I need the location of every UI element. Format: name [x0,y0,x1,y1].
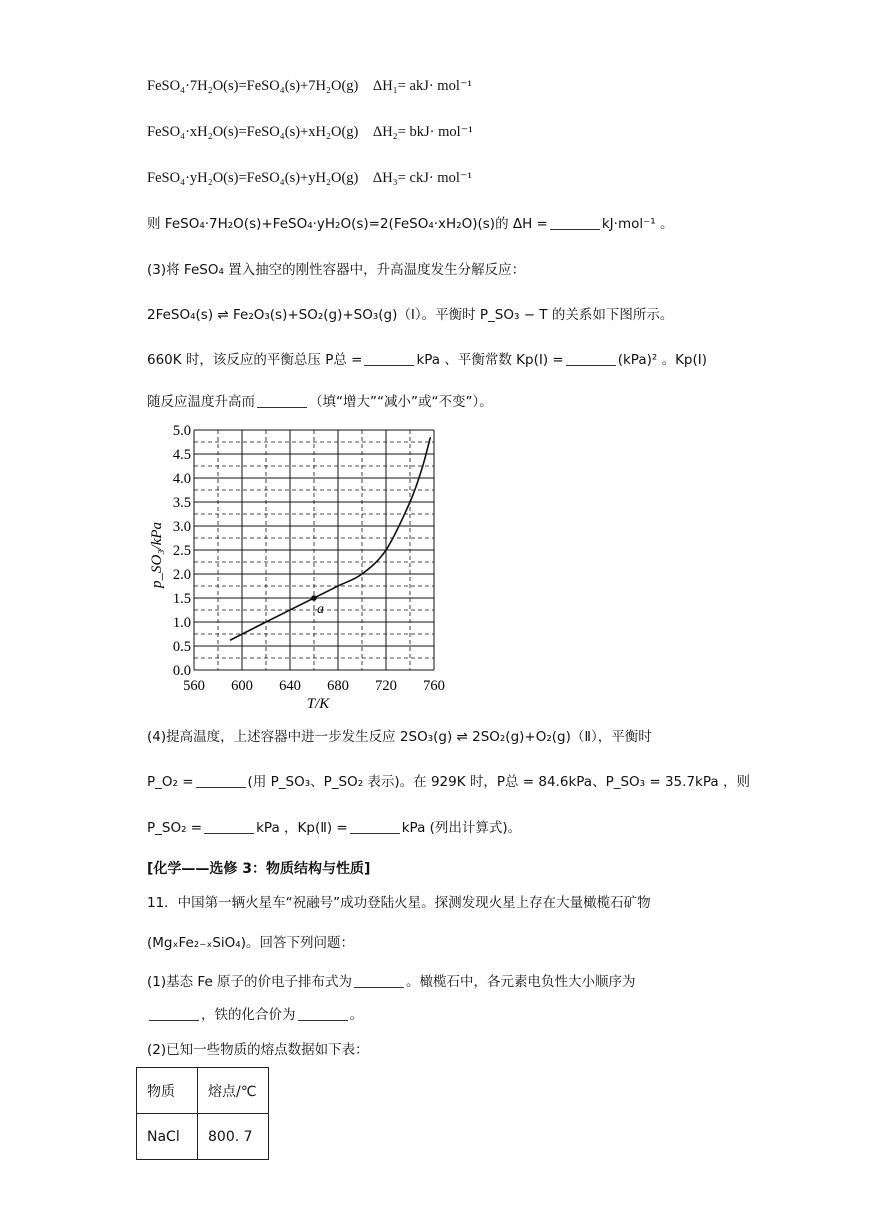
q4-line2a: P_O₂ = [147,774,194,790]
q3-line3a: 660K 时，该反应的平衡总压 P总 = [147,352,363,368]
y-tick-label: 3.5 [172,495,191,511]
pso3-temperature-chart [146,418,456,718]
x-tick-label: 560 [183,678,205,694]
q3-reaction: 2FeSO₄(s) ⇌ Fe₂O₃(s)+SO₂(g)+SO₃(g)（Ⅰ）。平衡时 P_SO₃ − T 的关系如下图所示。 [147,307,674,323]
equation-2-text: FeSO₄·xH₂O(s)=FeSO₄(s)+xH₂O(g) [147,124,359,140]
table-row [137,1114,269,1160]
x-tick-label: 600 [231,678,253,694]
q3-line3b: kPa 、平衡常数 Kp(Ⅰ) = [416,352,564,368]
q4-line3 [147,818,521,838]
x-tick-label: 720 [375,678,397,694]
table-header-substance: 物质 [137,1068,198,1114]
equation-1 [147,76,472,96]
y-tick-label: 0.5 [172,639,191,655]
q3-line3 [147,350,707,370]
q3-line4a: 随反应温度升高而 [147,394,255,410]
table-header-melting-point: 熔点/℃ [198,1068,269,1114]
equation-1-enthalpy: ΔH₁= akJ· mol⁻¹ [372,78,472,94]
y-tick-label: 1.5 [172,591,191,607]
q4-line3b: kPa ，Kp(Ⅱ) = [256,820,348,836]
section-heading: [化学——选修 3：物质结构与性质] [147,861,371,877]
equation-2 [147,122,473,142]
answer-blank [204,820,254,834]
question-delta-h-unit: kJ·mol⁻¹ 。 [601,216,674,232]
q3-intro: (3)将 FeSO₄ 置入抽空的刚性容器中，升高温度发生分解反应： [147,262,526,278]
y-tick-label: 3.0 [172,519,191,535]
equation-3-enthalpy: ΔH₃= ckJ· mol⁻¹ [372,170,472,186]
answer-blank [350,820,400,834]
equation-3-text: FeSO₄·yH₂O(s)=FeSO₄(s)+yH₂O(g) [147,170,359,186]
y-tick-label: 2.0 [172,567,191,583]
answer-blank [298,1007,348,1021]
q3-line3c: (kPa)² 。Kp(Ⅰ) [617,352,708,368]
answer-blank [354,974,404,988]
y-tick-label: 5.0 [172,423,191,439]
answer-blank [566,352,616,366]
q11-line3a: (1)基态 Fe 原子的价电子排布式为 [147,974,353,990]
x-tick-label: 760 [423,678,445,694]
q11-line1: 11．中国第一辆火星车“祝融号”成功登陆火星。探测发现火星上存在大量橄榄石矿物 [147,895,651,911]
x-tick-label: 640 [279,678,301,694]
q11-line3b: 。橄榄石中，各元素电负性大小顺序为 [406,974,636,990]
x-axis-label: T/K [306,696,330,712]
table-cell-substance: NaCl [137,1114,198,1160]
q4-line2 [147,772,750,792]
answer-blank [196,774,246,788]
q3-line4b: （填“增大”“减小”或“不变”）。 [309,394,493,410]
q4-line3a: P_SO₂ = [147,820,203,836]
answer-blank [550,216,600,230]
chart-grid [194,430,434,670]
answer-blank [257,394,307,408]
q4-line1: (4)提高温度，上述容器中进一步发生反应 2SO₃(g) ⇌ 2SO₂(g)+O₂(g)（Ⅱ），平衡时 [147,729,652,745]
x-tick-label: 680 [327,678,349,694]
point-a [311,595,317,601]
q3-line4 [147,392,493,412]
y-tick-label: 1.0 [172,615,191,631]
question-delta-h-text: 则 FeSO₄·7H₂O(s)+FeSO₄·yH₂O(s)=2(FeSO₄·xH₂O)(s)的 ΔH = [147,216,548,232]
q4-line2b: (用 P_SO₃、P_SO₂ 表示)。在 929K 时，P总 = 84.6kPa、P_SO₃ = 35.7kPa ，则 [247,774,750,790]
chart-ticks [173,423,445,694]
point-a-label: a [317,602,324,617]
q11-line4 [147,1005,363,1025]
table-row [137,1068,269,1114]
equation-3 [147,168,472,188]
y-tick-label: 0.0 [172,663,191,679]
q11-line4b: 。 [349,1007,363,1023]
question-delta-h [147,214,673,234]
table-cell-melting-point: 800. 7 [198,1114,269,1160]
q11-line4a: ，铁的化合价为 [201,1007,296,1023]
answer-blank [364,352,414,366]
melting-point-table [136,1067,269,1160]
y-tick-label: 2.5 [172,543,191,559]
y-tick-label: 4.0 [172,471,191,487]
y-axis-label: p_SO₃/kPa [149,521,165,589]
q11-line5: (2)已知一些物质的熔点数据如下表： [147,1042,369,1058]
q11-line3 [147,972,636,992]
answer-blank [149,1007,199,1021]
y-tick-label: 4.5 [172,447,191,463]
q4-line3c: kPa (列出计算式)。 [401,820,522,836]
equation-1-text: FeSO₄·7H₂O(s)=FeSO₄(s)+7H₂O(g) [147,78,359,94]
equation-2-enthalpy: ΔH₂= bkJ· mol⁻¹ [372,124,473,140]
q11-line2: (MgₓFe₂₋ₓSiO₄)。回答下列问题： [147,935,354,951]
